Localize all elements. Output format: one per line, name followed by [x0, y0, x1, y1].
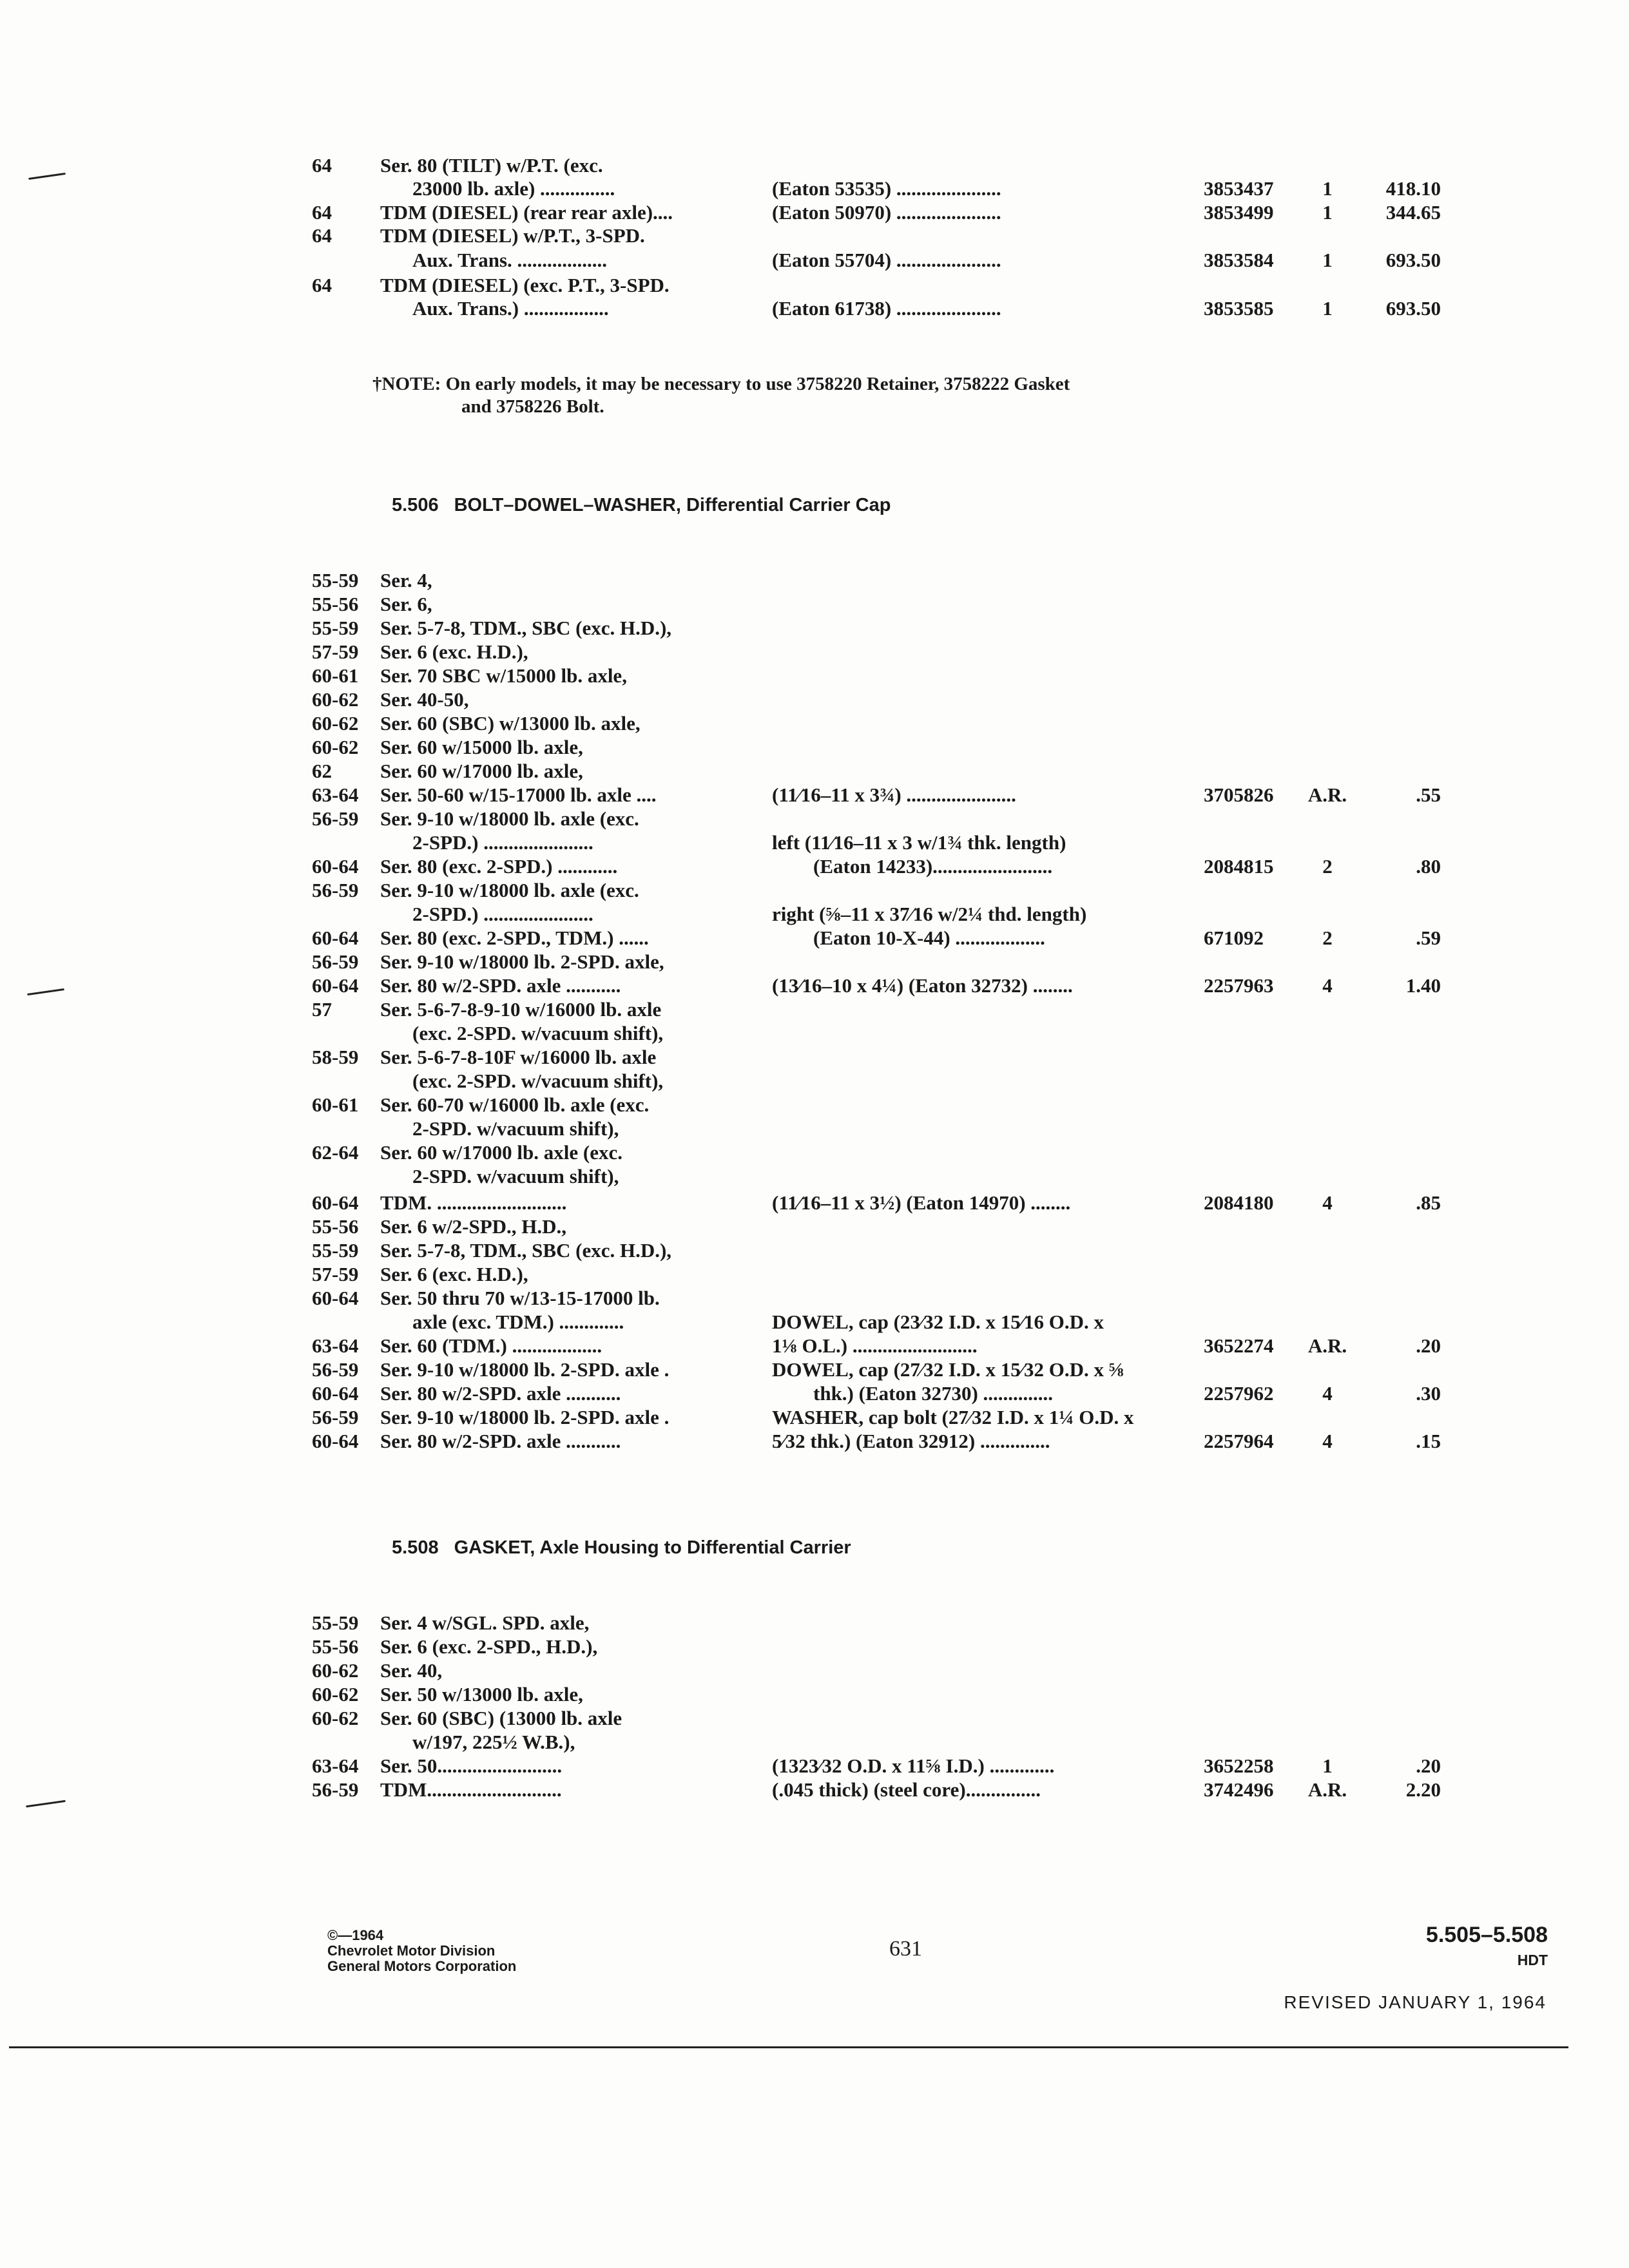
- description: Ser. 4,: [380, 569, 432, 591]
- description: Aux. Trans. ..................: [412, 249, 608, 271]
- price: .80: [1416, 855, 1441, 878]
- description: Ser. 5-7-8, TDM., SBC (exc. H.D.),: [380, 617, 672, 639]
- quantity: 4: [1322, 1382, 1333, 1405]
- year: 64: [312, 201, 332, 224]
- specification: thk.) (Eaton 32730) ..............: [813, 1382, 1054, 1405]
- price: .20: [1416, 1334, 1441, 1357]
- specification: DOWEL, cap (27⁄32 I.D. x 15⁄32 O.D. x ⅝: [772, 1358, 1124, 1381]
- page-number: 631: [889, 1937, 922, 1961]
- year: 57-59: [312, 640, 359, 663]
- year: 63-64: [312, 1334, 359, 1357]
- price: 418.10: [1385, 177, 1441, 200]
- part-number: 3853585: [1204, 297, 1274, 320]
- description: Ser. 50-60 w/15-17000 lb. axle ....: [380, 783, 657, 806]
- description: Ser. 60 (SBC) (13000 lb. axle: [380, 1707, 622, 1729]
- quantity: 4: [1322, 1191, 1333, 1214]
- description: 2-SPD. w/vacuum shift),: [412, 1165, 619, 1187]
- section-code: HDT: [1517, 1952, 1548, 1968]
- year: 60-62: [312, 736, 359, 758]
- description: Aux. Trans.) .................: [412, 297, 609, 320]
- description: Ser. 60 w/17000 lb. axle,: [380, 760, 583, 782]
- quantity: A.R.: [1307, 1334, 1347, 1357]
- copyright-year: ©—1964: [327, 1927, 384, 1943]
- description: Ser. 40,: [380, 1659, 443, 1682]
- bottom-rule: [9, 2046, 1568, 2048]
- year: 60-61: [312, 1093, 359, 1116]
- quantity: 2: [1322, 927, 1333, 949]
- part-number: 3853499: [1204, 201, 1274, 224]
- description: TDM (DIESEL) (exc. P.T., 3-SPD.: [380, 274, 670, 296]
- specification: (Eaton 14233)........................: [813, 855, 1053, 878]
- price: 2.20: [1405, 1778, 1441, 1801]
- year: 60-61: [312, 664, 359, 687]
- section-heading-5-508: [392, 1537, 851, 1559]
- description: Ser. 6 (exc. H.D.),: [380, 640, 528, 663]
- part-number: 2084180: [1204, 1191, 1274, 1214]
- year: 60-62: [312, 712, 359, 735]
- year: 57: [312, 998, 332, 1021]
- year: 56-59: [312, 807, 359, 830]
- description: Ser. 60 w/17000 lb. axle (exc.: [380, 1141, 622, 1164]
- year: 60-64: [312, 1430, 359, 1452]
- year: 55-59: [312, 617, 359, 639]
- section-title: GASKET, Axle Housing to Differential Carrier: [454, 1537, 851, 1558]
- description: Ser. 80 (exc. 2-SPD.) ............: [380, 855, 618, 878]
- specification: (11⁄16–11 x 3½) (Eaton 14970) ........: [772, 1191, 1071, 1214]
- description: Ser. 9-10 w/18000 lb. axle (exc.: [380, 807, 639, 830]
- year: 55-59: [312, 1611, 359, 1634]
- description: Ser. 6 (exc. 2-SPD., H.D.),: [380, 1635, 598, 1658]
- specification: left (11⁄16–11 x 3 w/1¾ thk. length): [772, 831, 1066, 854]
- year: 56-59: [312, 950, 359, 973]
- description: Ser. 50 w/13000 lb. axle,: [380, 1683, 583, 1706]
- description: 2-SPD.) ......................: [412, 903, 593, 925]
- part-number: 3705826: [1204, 783, 1274, 806]
- price: .85: [1416, 1191, 1441, 1214]
- description: Ser. 9-10 w/18000 lb. 2-SPD. axle,: [380, 950, 664, 973]
- description: Ser. 70 SBC w/15000 lb. axle,: [380, 664, 627, 687]
- part-number: 3652258: [1204, 1754, 1274, 1777]
- copyright-block: [327, 1928, 516, 1974]
- part-number: 2257963: [1204, 974, 1274, 997]
- year: 55-56: [312, 1635, 359, 1658]
- price: .30: [1416, 1382, 1441, 1405]
- description: axle (exc. TDM.) .............: [412, 1311, 624, 1333]
- description: w/197, 225½ W.B.),: [412, 1731, 575, 1753]
- description: Ser. 40-50,: [380, 688, 469, 711]
- specification: (Eaton 55704) .....................: [772, 249, 1001, 271]
- description: 2-SPD.) ......................: [412, 831, 593, 854]
- part-number: 2084815: [1204, 855, 1274, 878]
- year: 64: [312, 154, 332, 177]
- description: Ser. 5-6-7-8-9-10 w/16000 lb. axle: [380, 998, 662, 1021]
- note-block: [372, 374, 1070, 418]
- specification: 5⁄32 thk.) (Eaton 32912) ..............: [772, 1430, 1050, 1452]
- specification: (Eaton 61738) .....................: [772, 297, 1001, 320]
- year: 60-62: [312, 1707, 359, 1729]
- revision-date: REVISED JANUARY 1, 1964: [1284, 1992, 1547, 2012]
- year: 55-59: [312, 569, 359, 591]
- year: 56-59: [312, 879, 359, 901]
- description: Ser. 4 w/SGL. SPD. axle,: [380, 1611, 590, 1634]
- quantity: 1: [1322, 249, 1333, 271]
- specification: (.045 thick) (steel core)...............: [772, 1778, 1041, 1801]
- year: 60-62: [312, 688, 359, 711]
- specification: WASHER, cap bolt (27⁄32 I.D. x 1¼ O.D. x: [772, 1406, 1134, 1428]
- section-range-block: [1426, 1923, 1548, 1969]
- year: 60-64: [312, 1287, 359, 1309]
- description: Ser. 5-6-7-8-10F w/16000 lb. axle: [380, 1046, 657, 1068]
- quantity: A.R.: [1307, 783, 1347, 806]
- price: 693.50: [1385, 249, 1441, 271]
- description: Ser. 50 thru 70 w/13-15-17000 lb.: [380, 1287, 660, 1309]
- note-line-1: †NOTE: On early models, it may be necessary to use 3758220 Retainer, 3758222 Gasket: [372, 374, 1070, 394]
- year: 60-64: [312, 927, 359, 949]
- year: 62-64: [312, 1141, 359, 1164]
- price: 1.40: [1405, 974, 1441, 997]
- quantity: 1: [1322, 297, 1333, 320]
- price: .55: [1416, 783, 1441, 806]
- section-number: 5.508: [392, 1537, 439, 1558]
- year: 55-56: [312, 593, 359, 615]
- year: 57-59: [312, 1263, 359, 1285]
- description: 23000 lb. axle) ...............: [412, 177, 615, 200]
- note-line-2: and 3758226 Bolt.: [461, 396, 604, 417]
- year: 60-64: [312, 1382, 359, 1405]
- specification: 1⅛ O.L.) .........................: [772, 1334, 978, 1357]
- specification: (Eaton 50970) .....................: [772, 201, 1001, 224]
- price: 344.65: [1385, 201, 1441, 224]
- specification: (11⁄16–11 x 3¾) ......................: [772, 783, 1016, 806]
- year: 60-62: [312, 1683, 359, 1706]
- year: 55-56: [312, 1215, 359, 1238]
- price: .20: [1416, 1754, 1441, 1777]
- year: 56-59: [312, 1406, 359, 1428]
- quantity: 1: [1322, 177, 1333, 200]
- year: 60-62: [312, 1659, 359, 1682]
- margin-punch-mark: [27, 988, 64, 995]
- description: Ser. 60 w/15000 lb. axle,: [380, 736, 583, 758]
- part-number: 3853437: [1204, 177, 1274, 200]
- description: Ser. 60 (TDM.) ..................: [380, 1334, 602, 1357]
- specification: (13⁄16–10 x 4¼) (Eaton 32732) ........: [772, 974, 1073, 997]
- section-title: BOLT–DOWEL–WASHER, Differential Carrier Cap: [454, 495, 891, 515]
- part-number: 2257964: [1204, 1430, 1274, 1452]
- specification: right (⅝–11 x 37⁄16 w/2¼ thd. length): [772, 903, 1087, 925]
- description: Ser. 9-10 w/18000 lb. 2-SPD. axle .: [380, 1406, 670, 1428]
- description: (exc. 2-SPD. w/vacuum shift),: [412, 1022, 664, 1044]
- year: 62: [312, 760, 332, 782]
- quantity: 4: [1322, 974, 1333, 997]
- description: Ser. 60-70 w/16000 lb. axle (exc.: [380, 1093, 650, 1116]
- specification: (1323⁄32 O.D. x 11⅝ I.D.) .............: [772, 1754, 1055, 1777]
- year: 60-64: [312, 974, 359, 997]
- section-heading-5-506: [392, 495, 891, 516]
- copyright-corporation: General Motors Corporation: [327, 1958, 517, 1974]
- description: TDM...........................: [380, 1778, 562, 1801]
- margin-punch-mark: [26, 1800, 66, 1808]
- section-range: 5.505–5.508: [1425, 1923, 1548, 1947]
- part-number: 3652274: [1204, 1334, 1274, 1357]
- year: 60-64: [312, 1191, 359, 1214]
- description: Ser. 80 w/2-SPD. axle ...........: [380, 1430, 621, 1452]
- part-number: 3742496: [1204, 1778, 1274, 1801]
- description: Ser. 80 (exc. 2-SPD., TDM.) ......: [380, 927, 649, 949]
- description: Ser. 6 w/2-SPD., H.D.,: [380, 1215, 567, 1238]
- year: 58-59: [312, 1046, 359, 1068]
- description: TDM (DIESEL) w/P.T., 3-SPD.: [380, 224, 645, 247]
- description: Ser. 9-10 w/18000 lb. axle (exc.: [380, 879, 639, 901]
- year: 64: [312, 224, 332, 247]
- description: Ser. 80 w/2-SPD. axle ...........: [380, 1382, 621, 1405]
- description: Ser. 60 (SBC) w/13000 lb. axle,: [380, 712, 641, 735]
- price: .59: [1416, 927, 1441, 949]
- description: TDM (DIESEL) (rear rear axle)....: [380, 201, 673, 224]
- description: (exc. 2-SPD. w/vacuum shift),: [412, 1070, 664, 1092]
- year: 63-64: [312, 1754, 359, 1777]
- margin-punch-mark: [28, 173, 66, 180]
- price: 693.50: [1385, 297, 1441, 320]
- specification: (Eaton 53535) .....................: [772, 177, 1001, 200]
- quantity: A.R.: [1307, 1778, 1347, 1801]
- quantity: 2: [1322, 855, 1333, 878]
- quantity: 1: [1322, 1754, 1333, 1777]
- specification: DOWEL, cap (23⁄32 I.D. x 15⁄16 O.D. x: [772, 1311, 1104, 1333]
- part-number: 671092: [1204, 927, 1264, 949]
- description: Ser. 9-10 w/18000 lb. 2-SPD. axle .: [380, 1358, 670, 1381]
- description: Ser. 50.........................: [380, 1754, 563, 1777]
- section-number: 5.506: [392, 495, 439, 515]
- year: 56-59: [312, 1778, 359, 1801]
- quantity: 1: [1322, 201, 1333, 224]
- year: 56-59: [312, 1358, 359, 1381]
- part-number: 3853584: [1204, 249, 1274, 271]
- description: Ser. 80 (TILT) w/P.T. (exc.: [380, 154, 603, 177]
- price: .15: [1416, 1430, 1441, 1452]
- description: Ser. 80 w/2-SPD. axle ...........: [380, 974, 621, 997]
- part-number: 2257962: [1204, 1382, 1274, 1405]
- copyright-division: Chevrolet Motor Division: [327, 1943, 496, 1959]
- year: 63-64: [312, 783, 359, 806]
- year: 60-64: [312, 855, 359, 878]
- year: 55-59: [312, 1239, 359, 1262]
- description: Ser. 6,: [380, 593, 432, 615]
- description: 2-SPD. w/vacuum shift),: [412, 1117, 619, 1140]
- description: TDM. ..........................: [380, 1191, 567, 1214]
- year: 64: [312, 274, 332, 296]
- specification: (Eaton 10-X-44) ..................: [813, 927, 1045, 949]
- description: Ser. 5-7-8, TDM., SBC (exc. H.D.),: [380, 1239, 672, 1262]
- quantity: 4: [1322, 1430, 1333, 1452]
- description: Ser. 6 (exc. H.D.),: [380, 1263, 528, 1285]
